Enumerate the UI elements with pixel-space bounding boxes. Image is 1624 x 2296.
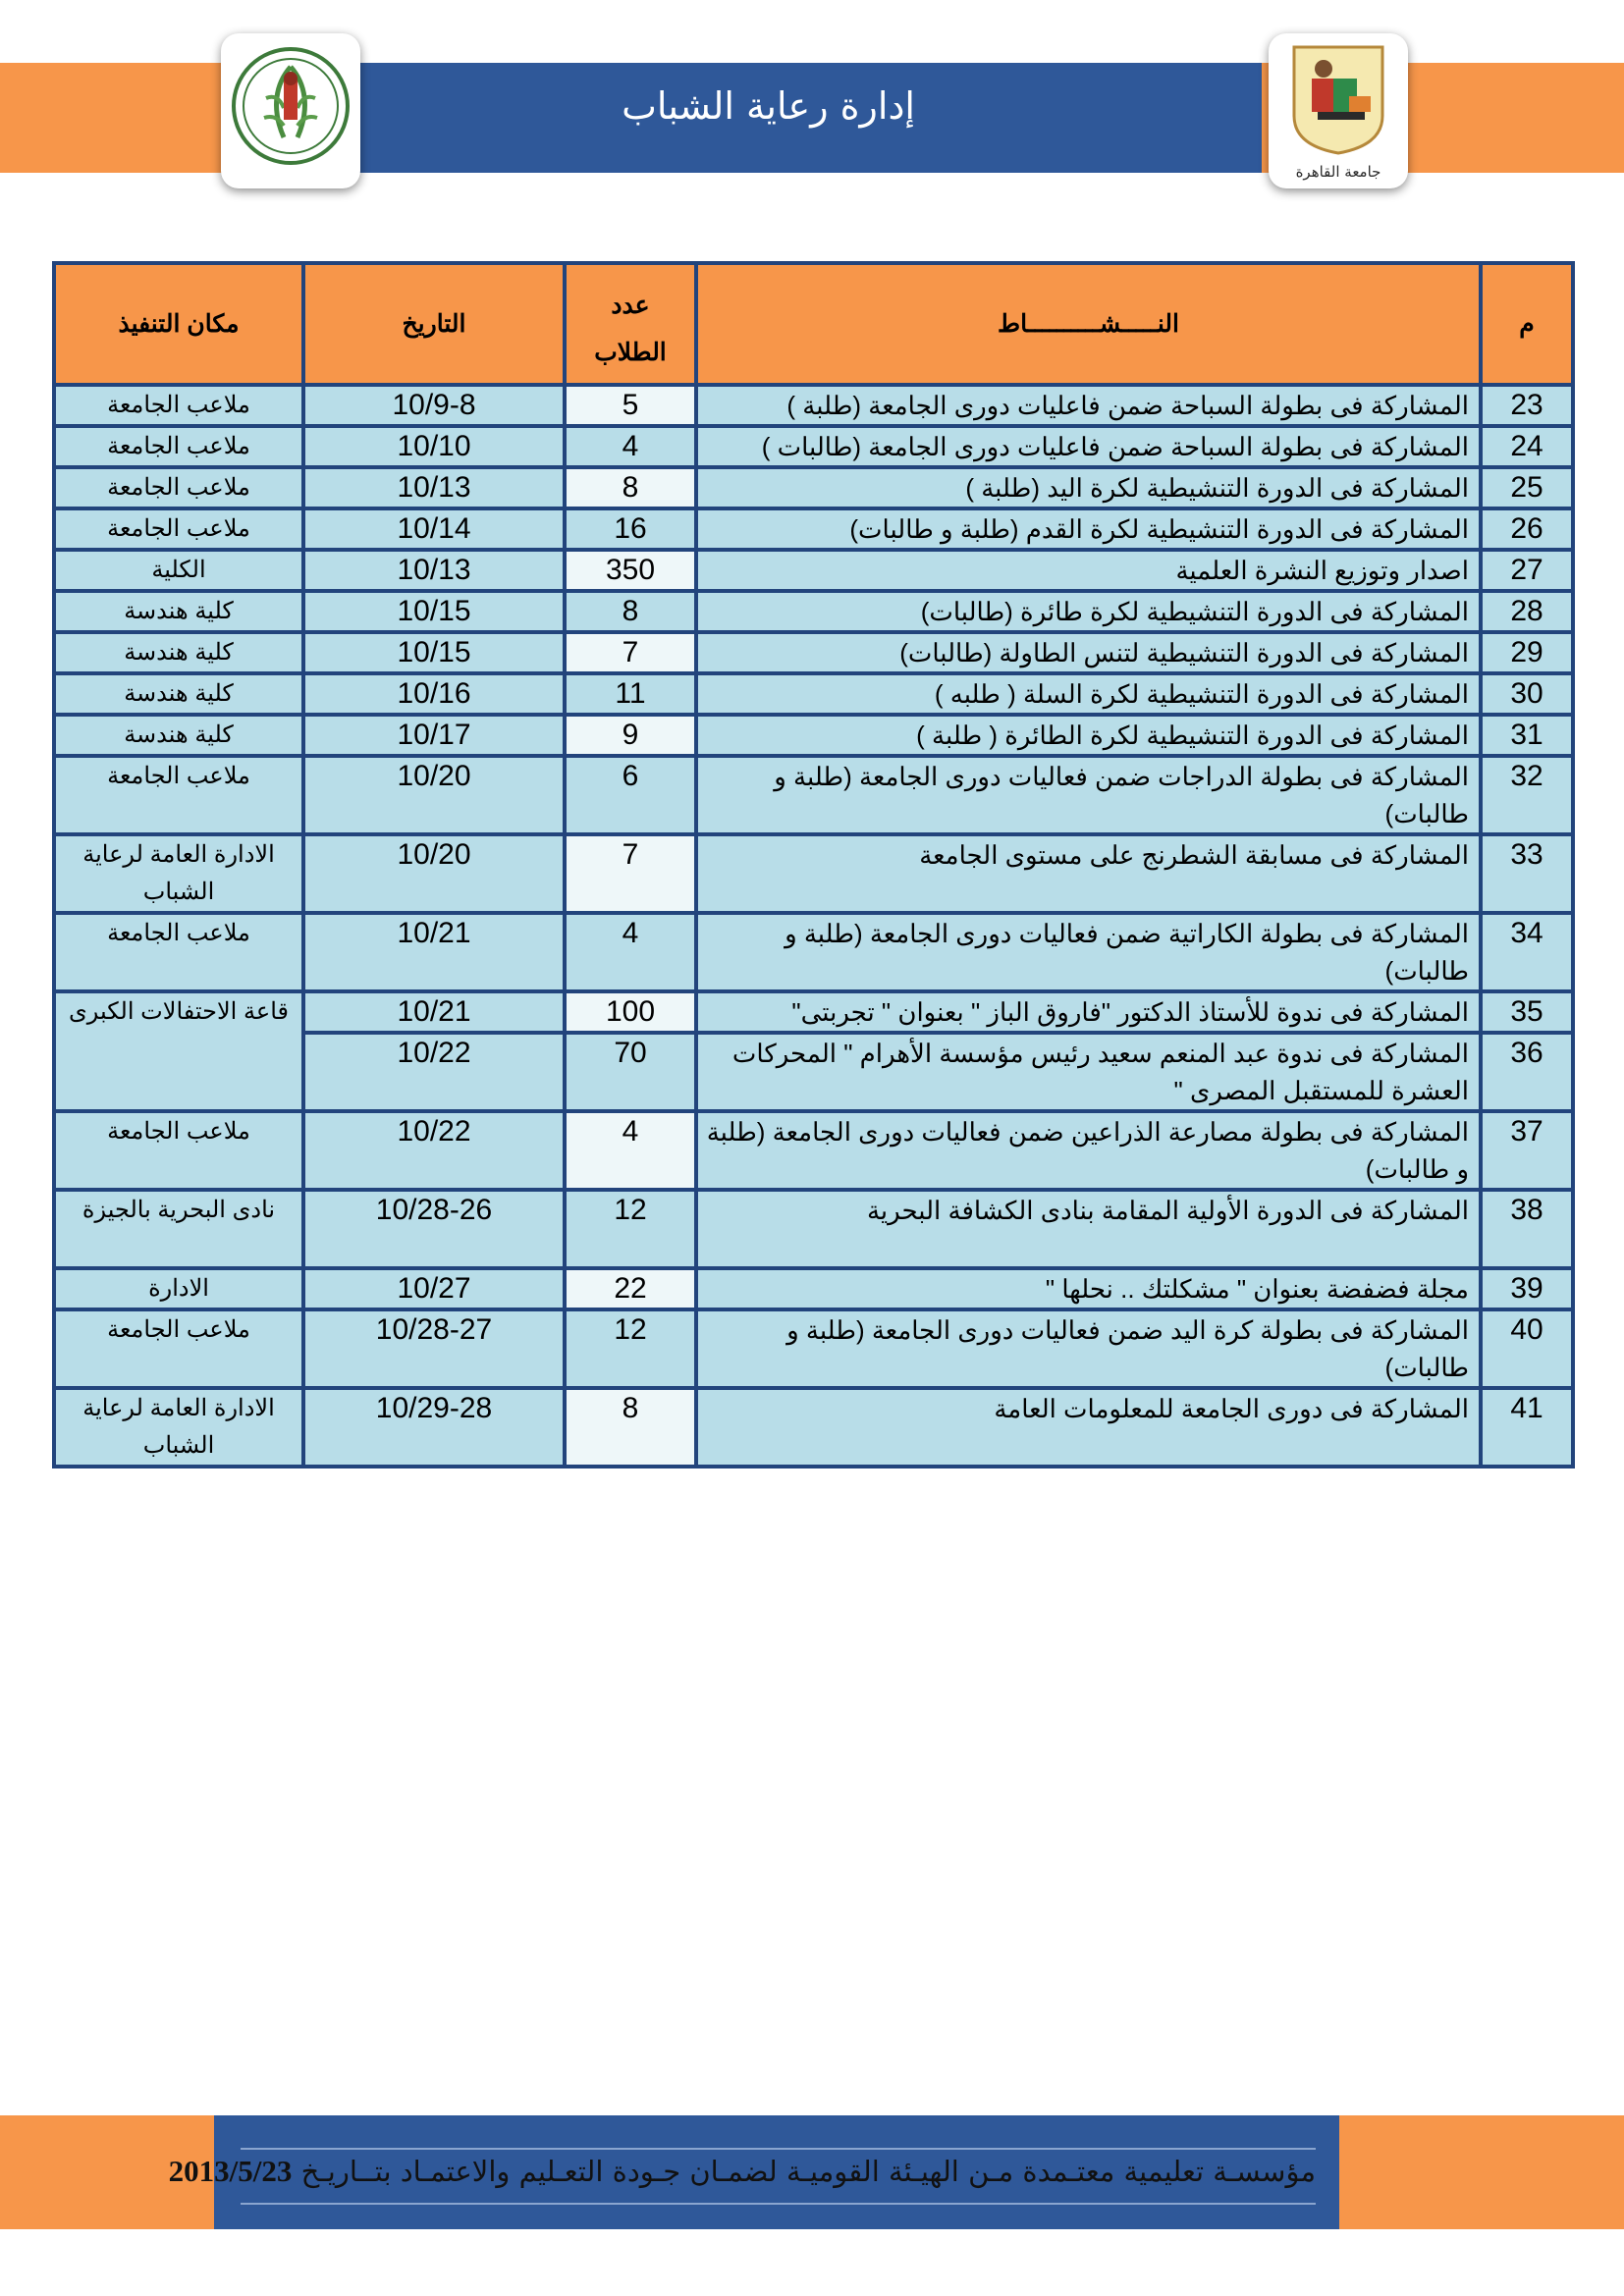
- table-row: [56, 387, 1571, 424]
- row-count: 6: [567, 758, 694, 832]
- row-number: 39: [1483, 1270, 1571, 1308]
- row-count: 4: [567, 1113, 694, 1188]
- row-count: 70: [567, 1035, 694, 1109]
- row-number: 37: [1483, 1113, 1571, 1188]
- header-count-line1: عدد: [611, 292, 650, 319]
- row-number: 33: [1483, 836, 1571, 911]
- row-place: ملاعب الجامعة: [56, 469, 301, 507]
- footer-accreditation-statement: مؤسسـة تعليمية معتـمدة مـن الهيـئة القوميـة لضمـان جـودة التعـليم والاعتمـاد بتــاريـخ: [300, 2155, 1316, 2188]
- table-row: [56, 915, 1571, 989]
- row-activity: المشاركة فى بطولة مصارعة الذراعين ضمن فعاليات دورى الجامعة (طلبة و طالبات): [698, 1113, 1479, 1188]
- row-place: كلية هندسة: [56, 717, 301, 754]
- row-count: 8: [567, 1390, 694, 1465]
- header-index: م: [1483, 265, 1571, 383]
- row-number: 35: [1483, 993, 1571, 1031]
- row-date: 10/29-28: [305, 1390, 563, 1465]
- faculty-of-agriculture-logo: [221, 33, 360, 188]
- table-row: [56, 1270, 1571, 1308]
- table-row: [56, 1311, 1571, 1386]
- table-row: [56, 510, 1571, 548]
- header-activity: النـــــشــــــــــاط: [698, 265, 1479, 383]
- table-row: [56, 1192, 1571, 1266]
- row-activity: المشاركة فى الدورة الأولية المقامة بنادى الكشافة البحرية: [698, 1192, 1479, 1266]
- row-date: 10/22: [305, 1035, 563, 1109]
- row-activity: المشاركة فى بطولة السباحة ضمن فاعليات دورى الجامعة (طلبة ): [698, 387, 1479, 424]
- table-row: [56, 675, 1571, 713]
- table-row: [56, 634, 1571, 671]
- row-count: 8: [567, 593, 694, 630]
- row-count: 12: [567, 1311, 694, 1386]
- row-number: 24: [1483, 428, 1571, 465]
- row-place: كلية هندسة: [56, 634, 301, 671]
- row-place: ملاعب الجامعة: [56, 758, 301, 832]
- row-date: 10/22: [305, 1113, 563, 1188]
- row-count: 7: [567, 634, 694, 671]
- row-date: 10/21: [305, 993, 563, 1031]
- table-header-row: [56, 265, 1571, 383]
- table-row: [56, 1113, 1571, 1188]
- page-title: إدارة رعاية الشباب: [622, 84, 915, 128]
- row-activity: مجلة فضفضة بعنوان " مشكلتك .. نحلها ": [698, 1270, 1479, 1308]
- row-number: 27: [1483, 552, 1571, 589]
- row-number: 32: [1483, 758, 1571, 832]
- agriculture-seal-icon: [227, 39, 354, 183]
- cairo-university-logo: [1269, 33, 1408, 188]
- row-count: 350: [567, 552, 694, 589]
- footer-accreditation-date: 2013/5/23: [168, 2154, 293, 2188]
- row-date: 10/15: [305, 634, 563, 671]
- row-place: ملاعب الجامعة: [56, 510, 301, 548]
- row-place: ملاعب الجامعة: [56, 387, 301, 424]
- row-place: ملاعب الجامعة: [56, 1113, 301, 1188]
- header-date: التاريخ: [305, 265, 563, 383]
- row-activity: اصدار وتوزيع النشرة العلمية: [698, 552, 1479, 589]
- table-row: [56, 993, 1571, 1031]
- row-activity: المشاركة فى دورى الجامعة للمعلومات العامة: [698, 1390, 1479, 1465]
- row-number: 36: [1483, 1035, 1571, 1109]
- row-date: 10/27: [305, 1270, 563, 1308]
- row-date: 10/13: [305, 469, 563, 507]
- row-date: 10/21: [305, 915, 563, 989]
- cairo-university-caption: جامعة القاهرة: [1295, 163, 1381, 181]
- row-count: 100: [567, 993, 694, 1031]
- row-date: 10/20: [305, 758, 563, 832]
- table-row: [56, 717, 1571, 754]
- row-date: 10/15: [305, 593, 563, 630]
- row-count: 5: [567, 387, 694, 424]
- table-row: [56, 469, 1571, 507]
- table-row: [56, 593, 1571, 630]
- row-count: 16: [567, 510, 694, 548]
- row-number: 41: [1483, 1390, 1571, 1465]
- row-activity: المشاركة فى الدورة التنشيطية لكرة القدم (طلبة و طالبات): [698, 510, 1479, 548]
- row-date: 10/9-8: [305, 387, 563, 424]
- row-place: ملاعب الجامعة: [56, 1311, 301, 1386]
- row-date: 10/20: [305, 836, 563, 911]
- table-row: [56, 836, 1571, 911]
- row-place: ملاعب الجامعة: [56, 915, 301, 989]
- row-count: 12: [567, 1192, 694, 1266]
- row-place: الادارة العامة لرعاية الشباب: [56, 836, 301, 911]
- row-date: 10/17: [305, 717, 563, 754]
- cairo-university-emblem-icon: [1274, 39, 1402, 157]
- row-date: 10/10: [305, 428, 563, 465]
- row-count: 11: [567, 675, 694, 713]
- row-activity: المشاركة فى الدورة التنشيطية لكرة اليد (طلبة ): [698, 469, 1479, 507]
- row-count: 22: [567, 1270, 694, 1308]
- row-count: 7: [567, 836, 694, 911]
- row-place: الكلية: [56, 552, 301, 589]
- header-student-count: [567, 265, 694, 383]
- row-activity: المشاركة فى بطولة السباحة ضمن فاعليات دورى الجامعة (طالبات ): [698, 428, 1479, 465]
- row-date: 10/13: [305, 552, 563, 589]
- header-count-line2: الطلاب: [594, 339, 667, 366]
- row-activity: المشاركة فى ندوة عبد المنعم سعيد رئيس مؤسسة الأهرام " المحركات العشرة للمستقبل المصرى ": [698, 1035, 1479, 1109]
- row-number: 40: [1483, 1311, 1571, 1386]
- table-row: [56, 1390, 1571, 1465]
- row-number: 25: [1483, 469, 1571, 507]
- row-place: قاعة الاحتفالات الكبرى: [56, 993, 301, 1109]
- row-activity: المشاركة فى بطولة كرة اليد ضمن فعاليات دورى الجامعة (طلبة و طالبات): [698, 1311, 1479, 1386]
- row-number: 28: [1483, 593, 1571, 630]
- footer-accreditation-text: [168, 2154, 1316, 2189]
- row-count: 9: [567, 717, 694, 754]
- header-place: مكان التنفيذ: [56, 265, 301, 383]
- row-date: 10/28-26: [305, 1192, 563, 1266]
- table-row: [56, 552, 1571, 589]
- row-place: الادارة العامة لرعاية الشباب: [56, 1390, 301, 1465]
- activities-table-wrapper: [52, 261, 1575, 1468]
- table-row: [56, 428, 1571, 465]
- table-row: [56, 758, 1571, 832]
- activities-table: [52, 261, 1575, 1468]
- row-number: 23: [1483, 387, 1571, 424]
- row-count: 8: [567, 469, 694, 507]
- row-activity: المشاركة فى الدورة التنشيطية لكرة السلة ( طلبه ): [698, 675, 1479, 713]
- row-activity: المشاركة فى الدورة التنشيطية لكرة طائرة (طالبات): [698, 593, 1479, 630]
- row-activity: المشاركة فى مسابقة الشطرنج على مستوى الجامعة: [698, 836, 1479, 911]
- row-number: 31: [1483, 717, 1571, 754]
- row-count: 4: [567, 915, 694, 989]
- row-number: 30: [1483, 675, 1571, 713]
- row-activity: المشاركة فى ندوة للأستاذ الدكتور "فاروق الباز " بعنوان " تجربتى": [698, 993, 1479, 1031]
- row-number: 29: [1483, 634, 1571, 671]
- row-activity: المشاركة فى بطولة الدراجات ضمن فعاليات دورى الجامعة (طلبة و طالبات): [698, 758, 1479, 832]
- row-number: 34: [1483, 915, 1571, 989]
- row-place: الادارة: [56, 1270, 301, 1308]
- row-place: كلية هندسة: [56, 675, 301, 713]
- row-number: 26: [1483, 510, 1571, 548]
- row-activity: المشاركة فى الدورة التنشيطية لكرة الطائرة ( طلبة ): [698, 717, 1479, 754]
- row-date: 10/28-27: [305, 1311, 563, 1386]
- row-activity: المشاركة فى الدورة التنشيطية لتنس الطاولة (طالبات): [698, 634, 1479, 671]
- row-place: نادى البحرية بالجيزة: [56, 1192, 301, 1266]
- row-date: 10/16: [305, 675, 563, 713]
- row-count: 4: [567, 428, 694, 465]
- row-place: كلية هندسة: [56, 593, 301, 630]
- row-date: 10/14: [305, 510, 563, 548]
- row-activity: المشاركة فى بطولة الكاراتية ضمن فعاليات دورى الجامعة (طلبة و طالبات): [698, 915, 1479, 989]
- row-number: 38: [1483, 1192, 1571, 1266]
- row-place: ملاعب الجامعة: [56, 428, 301, 465]
